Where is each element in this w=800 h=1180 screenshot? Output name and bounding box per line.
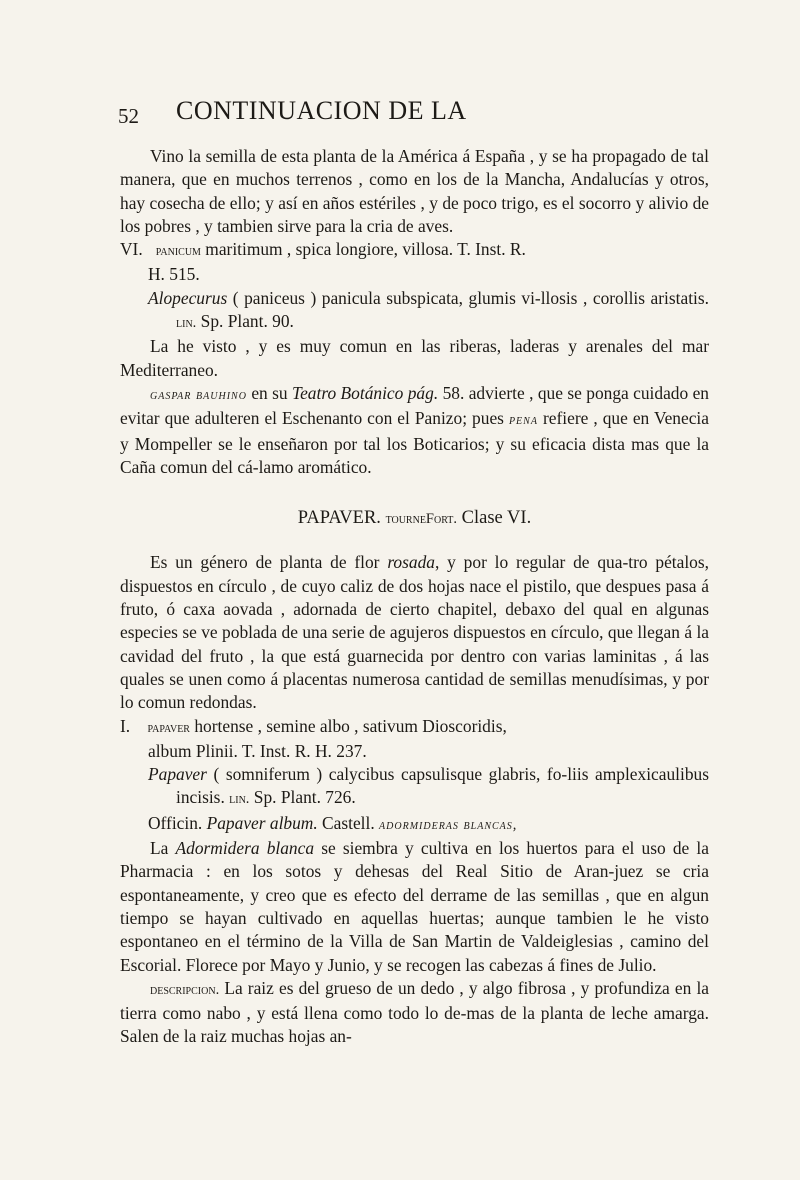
italic-term: Adormidera blanca (175, 838, 315, 859)
genus-class: Clase VI. (457, 508, 532, 529)
text-run: refiere , que en Venecia y Mompeller se le enseñaron por tal los Boticarios; y su eficacia dista mas que la Caña comun del cá-lamo aromático. (120, 408, 709, 477)
genus-name: PAPAVER. (297, 508, 381, 529)
running-head: CONTINUACION DE LA (176, 96, 467, 125)
page-body (120, 145, 709, 1049)
text-run: Es un género de planta de flor (150, 552, 388, 573)
species-entry-line (120, 263, 709, 286)
linnaeus-abbrev: lin. (176, 315, 197, 332)
species-entry-line (120, 287, 709, 336)
paragraph: La he visto , y es muy comun en las riberas, laderas y arenales del mar Mediterraneo. (120, 336, 709, 380)
page-number: 52 (118, 104, 139, 128)
entry-text: ( somniferum ) calycibus capsulisque glabris, fo-liis amplexicaulibus incisis. (176, 764, 709, 808)
species-entry-line (120, 763, 709, 812)
text-run: La (150, 838, 176, 859)
officinal-name-italic: Papaver album. (206, 812, 318, 833)
genus-author: tourneFort. (385, 511, 458, 528)
entry-text: Officin. (148, 812, 207, 833)
species-entry-vi (120, 238, 709, 263)
genus-smallcaps: panicum (155, 243, 201, 260)
paragraph (120, 551, 709, 714)
text-run: 58. advierte , que se ponga cuidado en evitar que adulteren el Eschenanto con el Panizo; pues (120, 382, 710, 429)
paragraph (120, 837, 709, 977)
paragraph: Vino la semilla de esta planta de la América á España , y se ha propagado de tal manera, que en muchos terrenos , como en los de la Mancha, Andalucías y otros, hay cosecha de ello; y así en años estériles , y de poco trigo, es el socorro y alivio de los pobres , y tambien sirve para la cria de aves. (120, 146, 709, 236)
paragraph (120, 977, 709, 1049)
text-run: se siembra y cultiva en los huertos para el uso de la Pharmacia : en los sotos y dehesas del Real Sitio de Aran-juez se cria espontaneamente, y creo que es efecto del derrame de las semillas , que en algun tiempo se hayan cultivado en aquellas huertas; aunque tambien le he visto espontaneo en el término de la Villa de San Martin de Valdeiglesias , camino del Escorial. Florece por Mayo y Junio, y se recogen las cabezas á fines de Julio. (120, 838, 709, 975)
italic-term: rosada (387, 552, 435, 573)
paragraph (120, 382, 709, 479)
entry-text: H. 515. (148, 264, 200, 285)
common-name-smallcaps: adormideras blancas, (379, 816, 518, 833)
entry-text: album Plinii. T. Inst. R. H. 237. (148, 740, 367, 761)
page-header (118, 96, 718, 136)
entry-text: Sp. Plant. 726. (249, 787, 356, 808)
entry-text: maritimum , spica longiore, villosa. T. Inst. R. (200, 239, 526, 260)
entry-number: I. (120, 715, 131, 736)
text-run: La raiz es del grueso de un dedo , y algo fibrosa , y profundiza en la tierra como nabo , y está llena como todo lo de-mas de la planta de leche amarga. Salen de la raiz muchas hojas an- (120, 977, 709, 1047)
species-entry-line (120, 740, 709, 763)
entry-text: Sp. Plant. 90. (196, 311, 294, 332)
binomial-italic: Alopecurus (148, 287, 228, 308)
author-smallcaps: pena (508, 412, 538, 429)
species-entry-line (120, 812, 709, 837)
author-smallcaps: gaspar bauhino (150, 386, 247, 403)
entry-text: ( paniceus ) panicula subspicata, glumis vi-llosis , corollis aristatis. (227, 287, 709, 308)
text-run: , y por lo regular de qua-tro pétalos, dispuestos en círculo , de cuyo caliz de dos hojas nace el pistilo, que despues pasa á fruto, ó caxa aovada , adornada de cierto chapitel, debaxo del qual en algunas especies se ve poblada de una serie de agujeros dispuestos en círculo, que llegan á la cavidad del fruto , la que está guarnecida por dentro con varias laminitas , á las quales se unen como á placentas numerosa cantidad de semillas menudísimas, y por lo comun redondas. (120, 552, 709, 713)
section-label-smallcaps: descripcion. (150, 981, 220, 998)
genus-heading (120, 507, 709, 531)
text-run: en su (246, 382, 293, 403)
species-entry-i (120, 715, 709, 740)
genus-smallcaps: papaver (147, 719, 190, 736)
binomial-italic: Papaver (148, 764, 207, 785)
linnaeus-abbrev: lin. (229, 791, 250, 808)
entry-number: VI. (120, 239, 143, 260)
book-title-italic: Teatro Botánico pág. (292, 382, 439, 403)
entry-text: Castell. (317, 812, 380, 833)
entry-text: hortense , semine albo , sativum Dioscoridis, (189, 715, 507, 736)
